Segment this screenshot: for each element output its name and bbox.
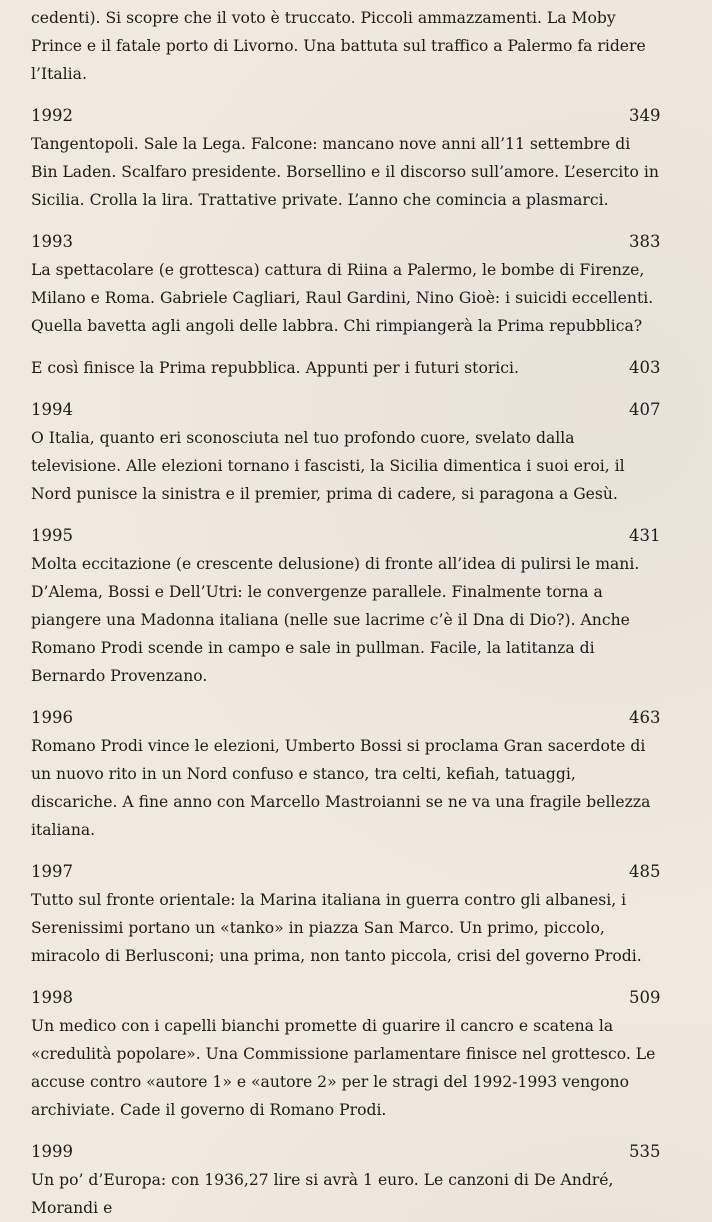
entry-page-number: 403 (629, 358, 661, 377)
entry-summary: Molta eccitazione (e crescente delusione) di fronte all’idea di pulirsi le mani. D’Alema, Bossi e Dell’Utri: le convergenze parallele. Finalmente torna a piangere una Madonna italiana (nelle sue lacrime c’è il Dna di Dio?). Anche Romano Prodi scende in campo e sale in pullman. Facile, la latitanza di Bernardo Provenzano. (31, 555, 640, 685)
entry-heading (31, 102, 660, 130)
toc-entry-1996 (31, 704, 660, 844)
entry-page-number: 431 (629, 526, 661, 545)
entry-summary: La spettacolare (e grottesca) cattura di Riina a Palermo, le bombe di Firenze, Milano e Roma. Gabriele Cagliari, Raul Gardini, Nino Gioè: i suicidi eccellenti. Quella bavetta agli angoli delle labbra. Chi rimpiangerà la Prima repubblica? (31, 261, 654, 335)
toc-entry-1998 (31, 984, 660, 1124)
toc-entry-1992 (31, 102, 660, 214)
entry-summary: Un po’ d’Europa: con 1936,27 lire si avrà 1 euro. Le canzoni di De André, Morandi e (31, 1171, 614, 1217)
entry-year: 1998 (31, 988, 73, 1007)
entry-heading (31, 704, 660, 732)
toc-entry-1999 (31, 1138, 660, 1222)
entry-summary: Un medico con i capelli bianchi promette di guarire il cancro e scatena la «credulità popolare». Una Commissione parlamentare finisce nel grottesco. Le accuse contro «autore 1» e «autore 2» per le stragi del 1992-1993 vengono archiviate. Cade il governo di Romano Prodi. (31, 1017, 656, 1119)
entry-page-number: 535 (629, 1142, 661, 1161)
entry-summary: Tutto sul fronte orientale: la Marina italiana in guerra contro gli albanesi, i Serenissimi portano un «tanko» in piazza San Marco. Un primo, piccolo, miracolo di Berlusconi; una prima, non tanto piccola, crisi del governo Prodi. (31, 891, 642, 965)
entry-page-number: 463 (629, 708, 661, 727)
closing-text: E così finisce la Prima repubblica. Appunti per i futuri storici. (31, 359, 519, 377)
entry-page-number: 407 (629, 400, 661, 419)
entry-heading (31, 984, 660, 1012)
entry-year: 1995 (31, 526, 73, 545)
entry-summary: O Italia, quanto eri sconosciuta nel tuo profondo cuore, svelato dalla televisione. Alle elezioni tornano i fascisti, la Sicilia dimentica i suoi eroi, il Nord punisce la sinistra e il premier, prima di cadere, si paragona a Gesù. (31, 429, 625, 503)
entry-page-number: 349 (629, 106, 661, 125)
toc-entry-1993 (31, 228, 660, 340)
entry-page-number: 383 (629, 232, 661, 251)
toc-entry-1997 (31, 858, 660, 970)
entry-heading (31, 522, 660, 550)
entry-year: 1999 (31, 1142, 73, 1161)
toc-entry-1994 (31, 396, 660, 508)
entry-page-number: 485 (629, 862, 661, 881)
entry-year: 1992 (31, 106, 73, 125)
toc-entry-1995 (31, 522, 660, 690)
entry-summary: Romano Prodi vince le elezioni, Umberto Bossi si proclama Gran sacerdote di un nuovo rito in un Nord confuso e stanco, tra celti, kefiah, tatuaggi, discariche. A fine anno con Marcello Mastroianni se ne va una fragile bellezza italiana. (31, 737, 651, 839)
intro-text: cedenti). Si scopre che il voto è truccato. Piccoli ammazzamenti. La Moby Prince e il fatale porto di Livorno. Una battuta sul traffico a Palermo fa ridere l’Italia. (31, 9, 646, 83)
table-of-contents-page (31, 4, 660, 1222)
toc-entry-closing (31, 354, 660, 382)
entry-heading (31, 228, 660, 256)
entry-heading (31, 858, 660, 886)
entry-heading (31, 1138, 660, 1166)
entry-year: 1996 (31, 708, 73, 727)
entry-page-number: 509 (629, 988, 661, 1007)
entry-heading (31, 396, 660, 424)
entry-year: 1993 (31, 232, 73, 251)
entry-year: 1994 (31, 400, 73, 419)
entry-year: 1997 (31, 862, 73, 881)
entry-summary: Tangentopoli. Sale la Lega. Falcone: mancano nove anni all’11 settembre di Bin Laden. Scalfaro presidente. Borsellino e il discorso sull’amore. L’esercito in Sicilia. Crolla la lira. Trattative private. L’anno che comincia a plasmarci. (31, 135, 659, 209)
